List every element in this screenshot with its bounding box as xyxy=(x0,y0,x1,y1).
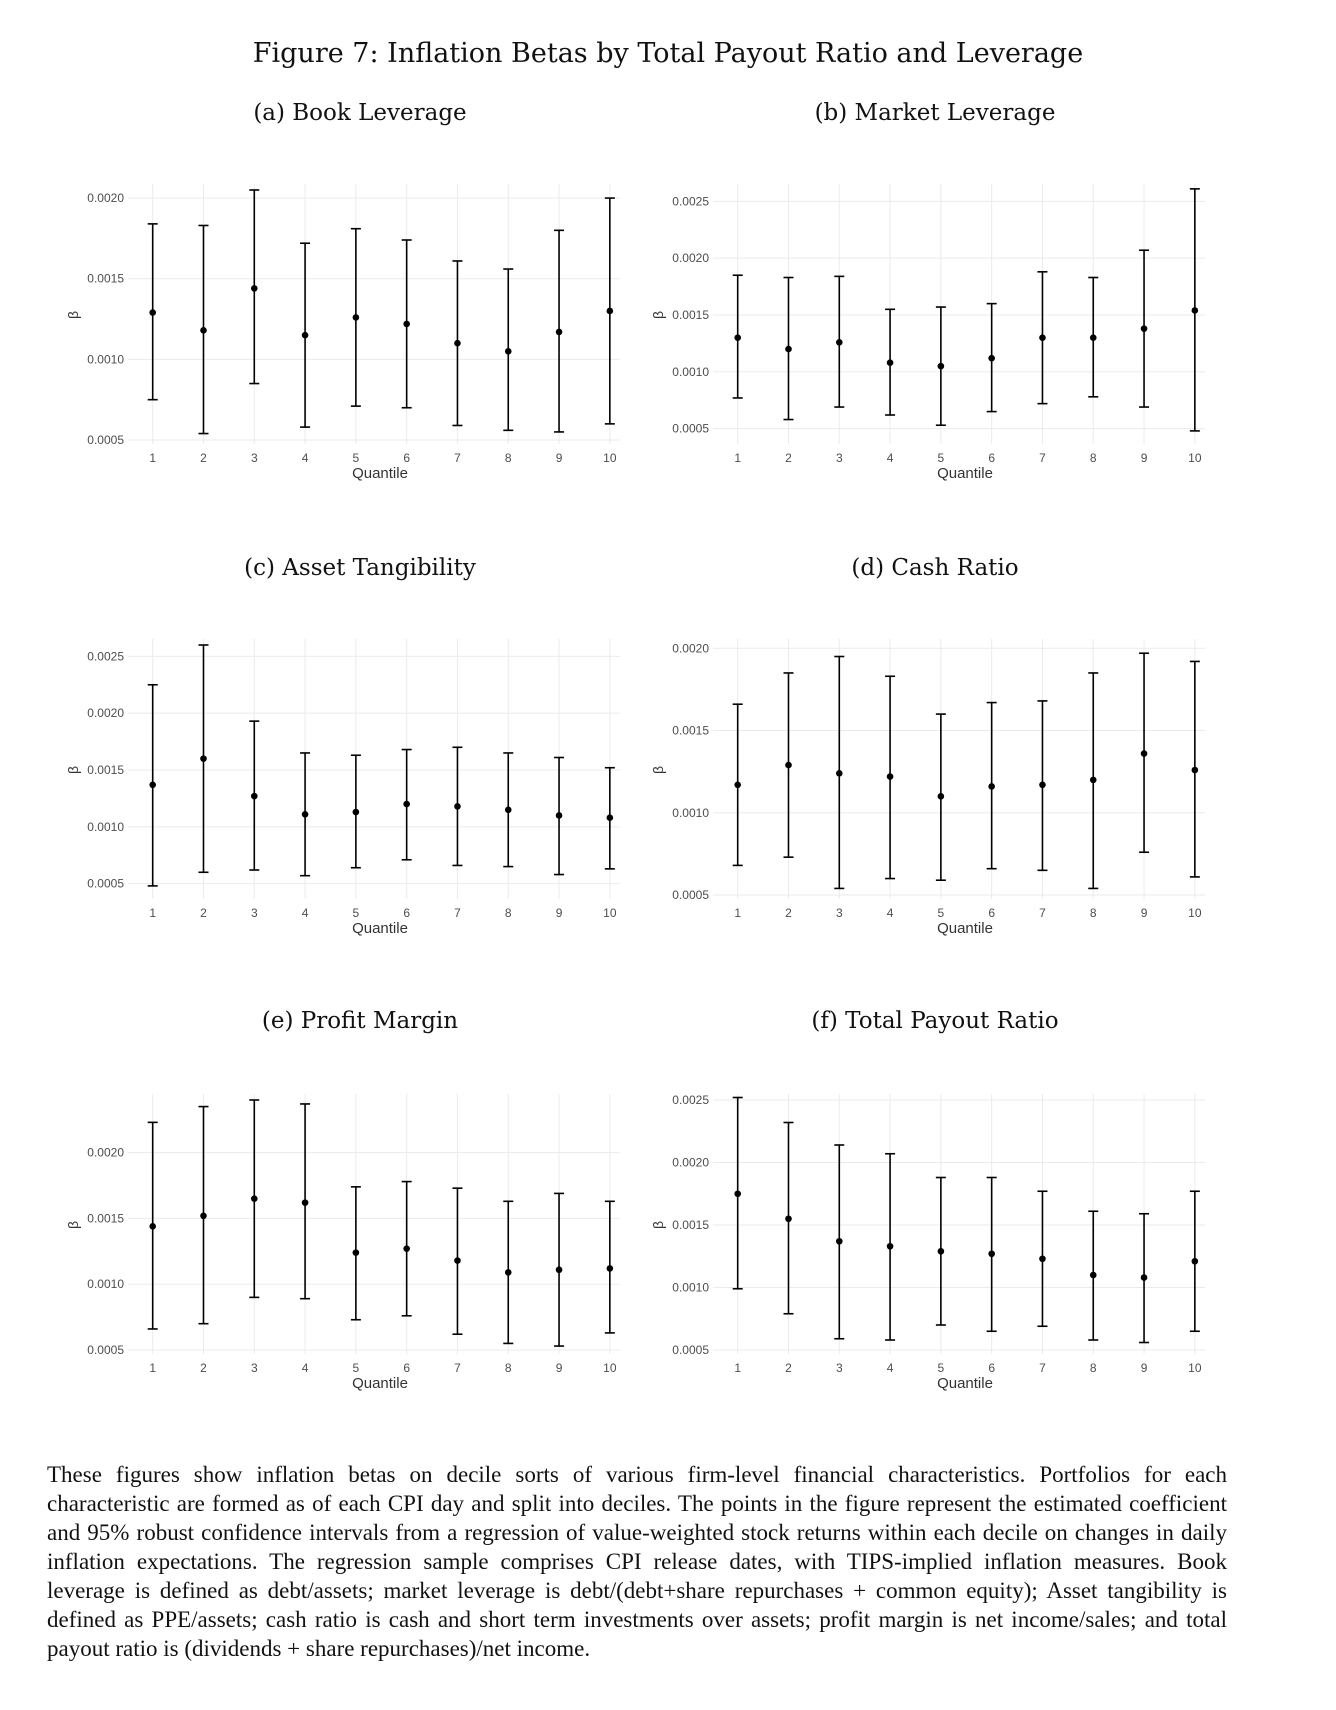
y-tick-label: 0.0020 xyxy=(87,1145,124,1160)
y-tick-label: 0.0005 xyxy=(87,433,124,447)
x-tick-label: 9 xyxy=(1140,906,1148,920)
x-tick-label: 6 xyxy=(403,1361,411,1375)
y-tick-label: 0.0010 xyxy=(87,1277,124,1292)
estimate-point xyxy=(1192,1258,1199,1265)
estimate-point xyxy=(1039,782,1046,789)
x-tick-label: 7 xyxy=(1039,1361,1046,1375)
x-tick-label: 10 xyxy=(603,1361,617,1375)
estimate-point xyxy=(1192,307,1199,314)
x-tick-label: 9 xyxy=(555,1361,563,1375)
x-tick-label: 4 xyxy=(886,451,894,465)
estimate-point xyxy=(302,332,309,339)
x-tick-label: 5 xyxy=(352,906,360,920)
x-tick-label: 3 xyxy=(250,451,258,465)
y-axis-label: β xyxy=(650,765,666,775)
x-axis-label: Quantile xyxy=(937,920,993,937)
y-tick-label: 0.0010 xyxy=(87,352,124,367)
x-tick-label: 8 xyxy=(1089,1361,1097,1375)
x-axis-label: Quantile xyxy=(937,1375,993,1392)
x-axis-label: Quantile xyxy=(352,465,408,482)
estimate-point xyxy=(785,346,792,353)
estimate-point xyxy=(556,329,563,336)
x-tick-label: 5 xyxy=(937,451,945,465)
estimate-point xyxy=(988,355,995,362)
estimate-point xyxy=(505,806,512,813)
x-tick-label: 2 xyxy=(200,451,207,465)
x-tick-label: 8 xyxy=(504,906,512,920)
y-tick-label: 0.0005 xyxy=(87,1343,124,1357)
x-tick-label: 4 xyxy=(301,1361,309,1375)
x-tick-label: 6 xyxy=(403,906,411,920)
x-tick-label: 3 xyxy=(835,451,843,465)
estimate-point xyxy=(887,773,894,780)
x-tick-label: 1 xyxy=(149,1361,157,1375)
x-tick-label: 8 xyxy=(1089,906,1097,920)
x-tick-label: 9 xyxy=(555,906,563,920)
y-axis-label: β xyxy=(650,310,666,320)
estimate-point xyxy=(1090,777,1097,784)
x-tick-label: 7 xyxy=(1039,906,1046,920)
estimate-point xyxy=(403,801,410,808)
estimate-point xyxy=(938,793,945,800)
x-tick-label: 5 xyxy=(352,1361,360,1375)
x-tick-label: 7 xyxy=(454,906,461,920)
estimate-point xyxy=(734,334,741,341)
chart-panel-f xyxy=(645,1093,1215,1440)
x-tick-label: 10 xyxy=(1188,451,1202,465)
x-tick-label: 10 xyxy=(603,906,617,920)
y-tick-label: 0.0020 xyxy=(87,706,124,721)
estimate-point xyxy=(149,1223,156,1230)
x-tick-label: 7 xyxy=(1039,451,1046,465)
y-axis-label: β xyxy=(650,1220,666,1230)
x-tick-label: 4 xyxy=(301,906,309,920)
panel-title-c: (c) Asset Tangibility xyxy=(244,555,476,581)
y-tick-label: 0.0005 xyxy=(87,876,124,891)
x-tick-label: 9 xyxy=(1140,451,1148,465)
x-axis-label: Quantile xyxy=(352,920,408,937)
estimate-point xyxy=(836,339,843,346)
estimate-point xyxy=(556,1266,563,1273)
y-tick-label: 0.0025 xyxy=(672,194,709,209)
x-tick-label: 9 xyxy=(555,451,563,465)
x-tick-label: 3 xyxy=(250,906,258,920)
estimate-point xyxy=(836,1238,843,1245)
x-tick-label: 6 xyxy=(403,451,411,465)
estimate-point xyxy=(454,803,461,810)
estimate-point xyxy=(353,314,360,321)
estimate-point xyxy=(1039,334,1046,341)
y-tick-label: 0.0020 xyxy=(87,191,124,206)
y-tick-label: 0.0010 xyxy=(672,805,709,820)
estimate-point xyxy=(505,1269,512,1276)
x-tick-label: 6 xyxy=(988,451,996,465)
x-tick-label: 8 xyxy=(504,1361,512,1375)
estimate-point xyxy=(785,762,792,769)
estimate-point xyxy=(353,1249,360,1256)
estimate-point xyxy=(734,1190,741,1197)
x-tick-label: 5 xyxy=(937,1361,945,1375)
figure-title: Figure 7: Inflation Betas by Total Payout Ratio and Leverage xyxy=(252,38,1084,69)
x-tick-label: 5 xyxy=(352,451,360,465)
chart-panel-e xyxy=(60,1100,630,1440)
x-tick-label: 7 xyxy=(454,451,461,465)
estimate-point xyxy=(302,1199,309,1206)
estimate-point xyxy=(1141,1274,1148,1281)
x-tick-label: 10 xyxy=(1188,906,1202,920)
estimate-point xyxy=(938,1248,945,1255)
x-tick-label: 2 xyxy=(785,1361,792,1375)
x-tick-label: 6 xyxy=(988,906,996,920)
x-tick-label: 4 xyxy=(886,1361,894,1375)
y-tick-label: 0.0020 xyxy=(672,641,709,656)
x-tick-label: 10 xyxy=(1188,1361,1202,1375)
estimate-point xyxy=(403,321,410,328)
estimate-point xyxy=(556,812,563,819)
estimate-point xyxy=(1192,767,1199,774)
y-tick-label: 0.0015 xyxy=(87,271,124,286)
estimate-point xyxy=(149,309,156,316)
x-axis-label: Quantile xyxy=(352,1375,408,1392)
y-axis-label: β xyxy=(65,310,81,320)
x-tick-label: 1 xyxy=(734,906,742,920)
y-axis-label: β xyxy=(65,765,81,775)
chart-panel-a xyxy=(60,190,630,530)
estimate-point xyxy=(988,783,995,790)
x-tick-label: 2 xyxy=(785,451,792,465)
y-tick-label: 0.0015 xyxy=(672,723,709,738)
estimate-point xyxy=(607,308,614,315)
x-tick-label: 4 xyxy=(301,451,309,465)
y-tick-label: 0.0015 xyxy=(672,308,709,322)
x-axis-label: Quantile xyxy=(937,465,993,482)
x-tick-label: 1 xyxy=(734,1361,742,1375)
estimate-point xyxy=(836,770,843,777)
y-tick-label: 0.0020 xyxy=(672,1155,709,1170)
estimate-point xyxy=(785,1215,792,1222)
estimate-point xyxy=(887,1243,894,1250)
estimate-point xyxy=(403,1245,410,1252)
x-tick-label: 3 xyxy=(835,1361,843,1375)
panel-title-e: (e) Profit Margin xyxy=(261,1008,459,1034)
y-tick-label: 0.0010 xyxy=(87,819,124,834)
x-tick-label: 8 xyxy=(504,451,512,465)
chart-panel-c xyxy=(60,645,630,985)
chart-panel-d xyxy=(645,641,1215,985)
estimate-point xyxy=(1090,1272,1097,1279)
y-tick-label: 0.0010 xyxy=(672,1280,709,1295)
x-tick-label: 10 xyxy=(603,451,617,465)
estimate-point xyxy=(302,811,309,818)
estimate-point xyxy=(200,327,207,334)
estimate-point xyxy=(505,348,512,355)
estimate-point xyxy=(607,814,614,821)
x-tick-label: 3 xyxy=(250,1361,258,1375)
y-tick-label: 0.0025 xyxy=(87,649,124,664)
x-tick-label: 2 xyxy=(200,1361,207,1375)
x-tick-label: 9 xyxy=(1140,1361,1148,1375)
y-axis-label: β xyxy=(65,1220,81,1230)
estimate-point xyxy=(200,755,207,762)
y-tick-label: 0.0005 xyxy=(672,888,709,902)
estimate-point xyxy=(1039,1255,1046,1262)
x-tick-label: 2 xyxy=(200,906,207,920)
x-tick-label: 5 xyxy=(937,906,945,920)
estimate-point xyxy=(251,285,258,292)
estimate-point xyxy=(1141,325,1148,332)
estimate-point xyxy=(1090,334,1097,341)
y-tick-label: 0.0010 xyxy=(672,364,709,379)
x-tick-label: 1 xyxy=(149,451,157,465)
estimate-point xyxy=(200,1212,207,1219)
x-tick-label: 1 xyxy=(149,906,157,920)
estimate-point xyxy=(607,1265,614,1272)
estimate-point xyxy=(454,1257,461,1264)
y-tick-label: 0.0020 xyxy=(672,251,709,266)
x-tick-label: 6 xyxy=(988,1361,996,1375)
panel-title-f: (f) Total Payout Ratio xyxy=(811,1008,1059,1034)
x-tick-label: 8 xyxy=(1089,451,1097,465)
y-tick-label: 0.0005 xyxy=(672,1343,709,1357)
estimate-point xyxy=(251,1195,258,1202)
estimate-point xyxy=(887,359,894,366)
x-tick-label: 7 xyxy=(454,1361,461,1375)
y-tick-label: 0.0025 xyxy=(672,1093,709,1107)
y-tick-label: 0.0015 xyxy=(672,1218,709,1232)
x-tick-label: 4 xyxy=(886,906,894,920)
x-tick-label: 1 xyxy=(734,451,742,465)
panel-title-d: (d) Cash Ratio xyxy=(851,555,1019,581)
estimate-point xyxy=(251,793,258,800)
estimate-point xyxy=(1141,750,1148,757)
estimate-point xyxy=(454,340,461,347)
y-tick-label: 0.0015 xyxy=(87,763,124,777)
x-tick-label: 3 xyxy=(835,906,843,920)
estimate-point xyxy=(988,1250,995,1257)
estimate-point xyxy=(938,363,945,370)
estimate-point xyxy=(149,781,156,788)
x-tick-label: 2 xyxy=(785,906,792,920)
chart-panel-b xyxy=(645,190,1215,530)
estimate-point xyxy=(734,782,741,789)
figure-caption: These figures show inflation betas on decile sorts of various firm-level financial characteristics. Portfolios for each characteristic are formed as of each CPI day and split into deciles. The points in the figure represent the estimated coefficient and 95% robust confidence intervals from a regression of value-weighted stock returns within each decile on changes in daily inflation expectations. The regression sample comprises CPI release dates, with TIPS-implied inflation measures. Book leverage is defined as debt/assets; market leverage is debt/(debt+share repurchases + common equity); Asset tangibility is defined as PPE/assets; cash ratio is cash and short term investments over assets; profit margin is net income/sales; and total payout ratio is (dividends + share repurchases)/net income. xyxy=(47,1462,1227,1661)
y-tick-label: 0.0015 xyxy=(87,1211,124,1226)
panel-title-b: (b) Market Leverage xyxy=(814,100,1056,126)
y-tick-label: 0.0005 xyxy=(672,421,709,436)
estimate-point xyxy=(353,809,360,816)
panel-title-a: (a) Book Leverage xyxy=(253,100,467,126)
